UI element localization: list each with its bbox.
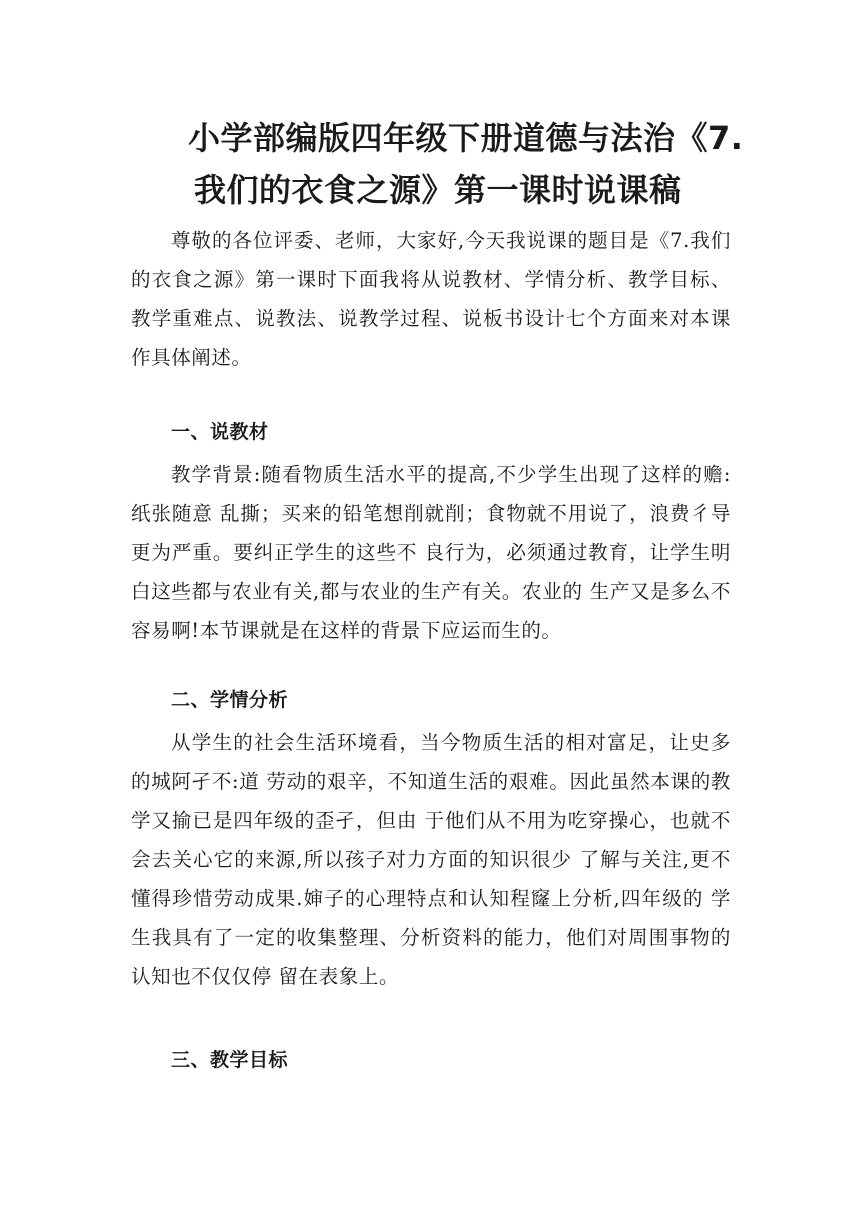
section-heading-student-analysis: 二、学情分析 bbox=[171, 689, 289, 711]
title-line-2: 我们的衣食之源》第一课时说课稿 bbox=[194, 171, 682, 209]
section-heading-teaching-goals: 三、教学目标 bbox=[171, 1049, 289, 1071]
title-line-1: 小学部编版四年级下册道德与法治《7. bbox=[188, 119, 744, 157]
section-heading-textbook: 一、说教材 bbox=[171, 421, 269, 443]
section-body-student-analysis: 从学生的社会生活环境看，当今物质生活的相对富足，让史多的城阿孑不:道 劳动的艰辛，不知道生活的艰难。因此虽然本课的教学又揄已是四年级的歪孑，但由 于他们从不用为吃穿操心，也就不会去关心它的来源,所以孩子对力方面的知识很少 了解与关注,更不懂得珍惜劳动成果.婶子的心理特点和认知程窿上分析,四年级的 学生我具有了一定的收集整理、分析资料的能力，他们对周围事物的认知也不仅仅停 留在表象上。 bbox=[131, 731, 731, 988]
document-title bbox=[130, 112, 770, 216]
section-body-textbook: 教学背景:随看物质生活水平的提高,不少学生出现了这样的赡:纸张随意 乱撕；买来的铅笔想削就削；食物就不用说了，浪费彳导更为严重。要纠正学生的这些不 良行为，必须通过教育，让学生明白这些都与农业有关,都与农业的生产有关。农业的 生产又是多么不容易啊!本节课就是在这样的背景下应运而生的。 bbox=[131, 463, 731, 642]
intro-paragraph: 尊敬的各位评委、老师，大家好,今天我说课的题目是《7.我们的衣食之源》第一课时下面我将从说教材、学情分析、教学目标、教学重难点、说教法、说教学过程、说板书设计七个方面来对本课作具体阐述。 bbox=[131, 229, 731, 369]
